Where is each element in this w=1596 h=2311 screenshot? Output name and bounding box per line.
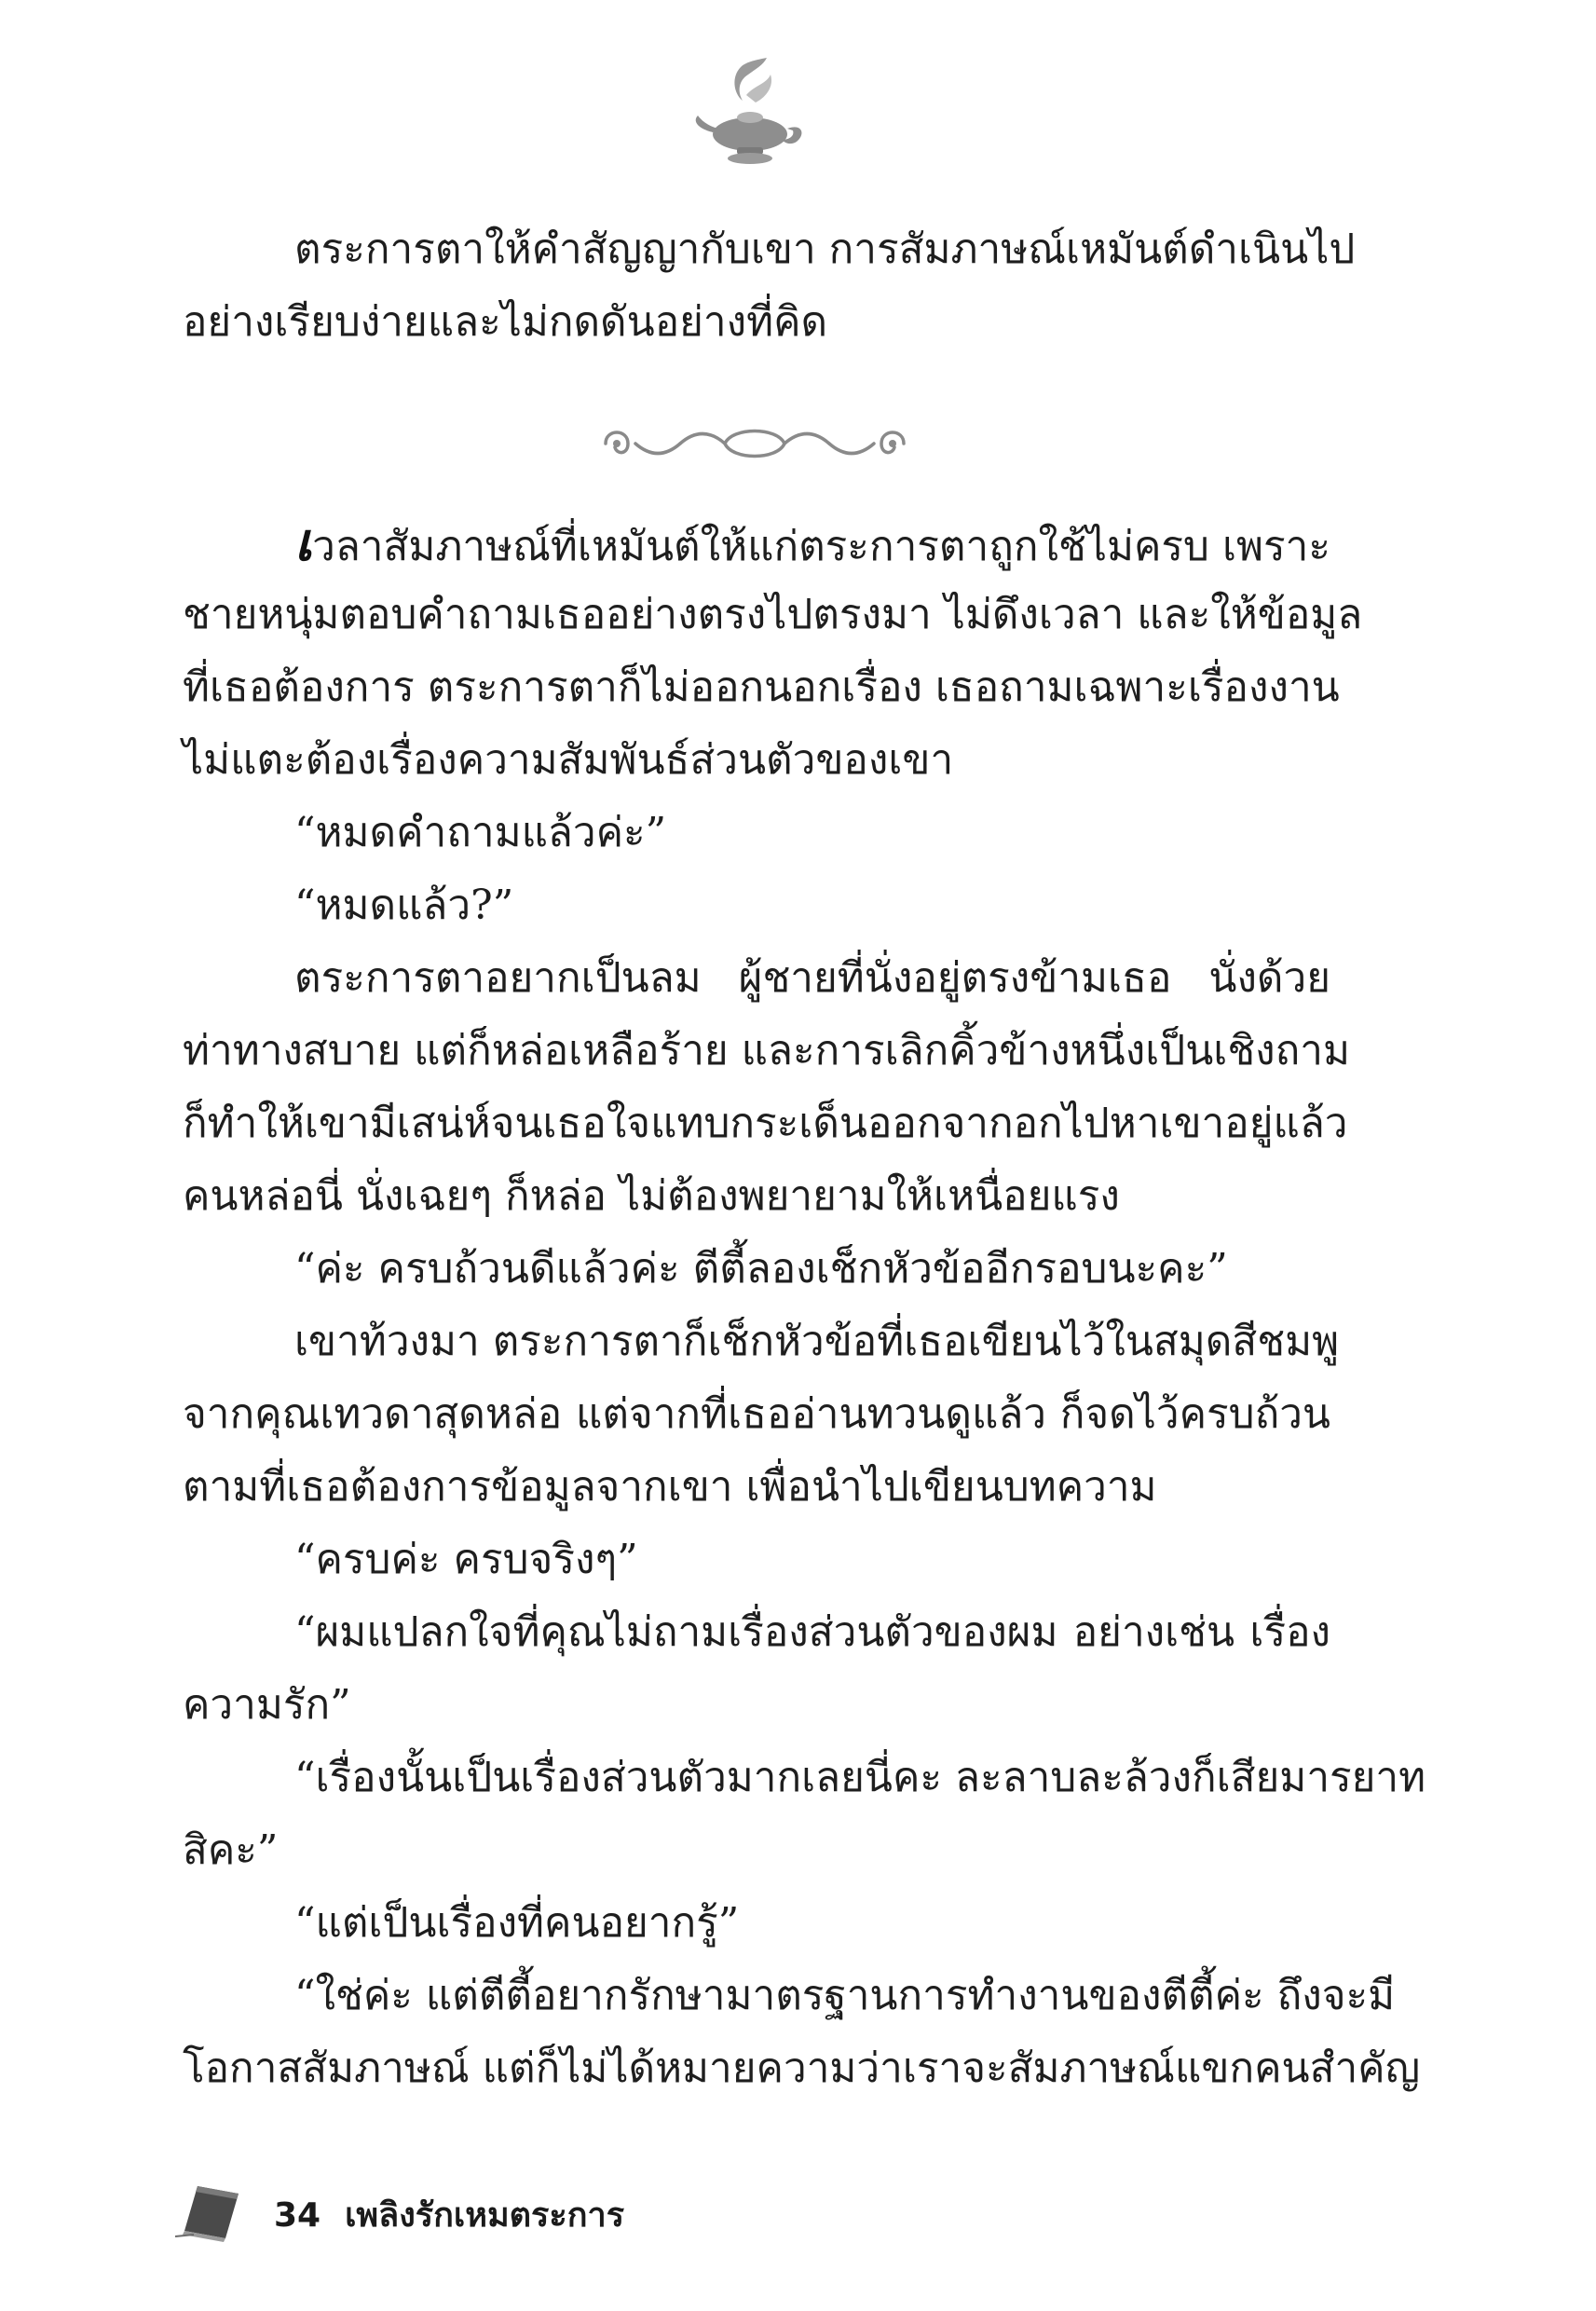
page-footer xyxy=(173,2181,1012,2246)
text-line: ตระการตาอยากเป็นลม ผู้ชายที่นั่งอยู่ตรงข้ามเธอ นั่งด้วย xyxy=(294,954,1330,1002)
dialogue-line: “เรื่องนั้นเป็นเรื่องส่วนตัวมากเลยนี่คะ ละลาบละล้วงก็เสียมารยาท xyxy=(294,1754,1426,1801)
text-line: คนหล่อนี่ นั่งเฉยๆ ก็หล่อ ไม่ต้องพยายามให้เหนื่อยแรง xyxy=(183,1172,1120,1220)
text-line: โอกาสสัมภาษณ์ แต่ก็ไม่ได้หมายความว่าเราจะสัมภาษณ์แขกคนสำคัญ xyxy=(183,2044,1421,2092)
opening-paragraph xyxy=(183,214,1356,360)
page-number: 34 xyxy=(274,2196,321,2235)
text-line: วลาสัมภาษณ์ที่เหมันต์ให้แก่ตระการตาถูกใช้ไม่ครบ เพราะ xyxy=(312,523,1330,570)
genie-lamp-icon xyxy=(685,48,815,179)
text-line: ชายหนุ่มตอบคำถามเธออย่างตรงไปตรงมา ไม่ดึงเวลา และให้ข้อมูล xyxy=(183,591,1363,638)
dialogue-line: “ครบค่ะ ครบจริงๆ” xyxy=(294,1536,638,1583)
text-line: สิคะ” xyxy=(183,1826,279,1874)
book-title: เพลิงรักเหมตระการ xyxy=(345,2196,625,2235)
text-line: ไม่แตะต้องเรื่องความสัมพันธ์ส่วนตัวของเขา xyxy=(183,736,954,784)
dialogue-line: “ค่ะ ครบถ้วนดีแล้วค่ะ ตีตี้ลองเช็กหัวข้ออีกรอบนะคะ” xyxy=(294,1245,1228,1292)
text-line: เขาท้วงมา ตระการตาก็เช็กหัวข้อที่เธอเขียนไว้ในสมุดสีชมพู xyxy=(294,1318,1340,1365)
footer-text xyxy=(274,2188,648,2241)
book-icon xyxy=(173,2181,248,2246)
dialogue-line: “แต่เป็นเรื่องที่คนอยากรู้” xyxy=(294,1899,740,1947)
text-line: ก็ทำให้เขามีเสน่ห์จนเธอใจแทบกระเด็นออกจากอกไปหาเขาอยู่แล้ว xyxy=(183,1100,1348,1147)
drop-cap: เ xyxy=(294,512,313,573)
text-line: อย่างเรียบง่ายและไม่กดดันอย่างที่คิด xyxy=(183,298,828,346)
section-divider-ornament xyxy=(596,416,913,472)
dialogue-line: “หมดคำถามแล้วค่ะ” xyxy=(294,809,667,856)
main-text xyxy=(183,507,1426,2106)
dialogue-line: “หมดแล้ว?” xyxy=(294,882,514,929)
text-line: ตระการตาให้คำสัญญากับเขา การสัมภาษณ์เหมันต์ดำเนินไป xyxy=(294,226,1356,273)
text-line: ความรัก” xyxy=(183,1681,351,1729)
text-line: จากคุณเทวดาสุดหล่อ แต่จากที่เธออ่านทวนดูแล้ว ก็จดไว้ครบถ้วน xyxy=(183,1390,1330,1438)
text-line: ที่เธอต้องการ ตระการตาก็ไม่ออกนอกเรื่อง เธอถามเฉพาะเรื่องงาน xyxy=(183,663,1340,711)
text-line-with-dropcap xyxy=(183,507,1330,580)
text-line: ตามที่เธอต้องการข้อมูลจากเขา เพื่อนำไปเขียนบทความ xyxy=(183,1463,1157,1511)
dialogue-line: “ผมแปลกใจที่คุณไม่ถามเรื่องส่วนตัวของผม อย่างเช่น เรื่อง xyxy=(294,1608,1330,1656)
text-line: ท่าทางสบาย แต่ก็หล่อเหลือร้าย และการเลิกคิ้วข้างหนึ่งเป็นเชิงถาม xyxy=(183,1027,1351,1074)
dialogue-line: “ใช่ค่ะ แต่ตีตี้อยากรักษามาตรฐานการทำงานของตีตี้ค่ะ ถึงจะมี xyxy=(294,1972,1396,2019)
